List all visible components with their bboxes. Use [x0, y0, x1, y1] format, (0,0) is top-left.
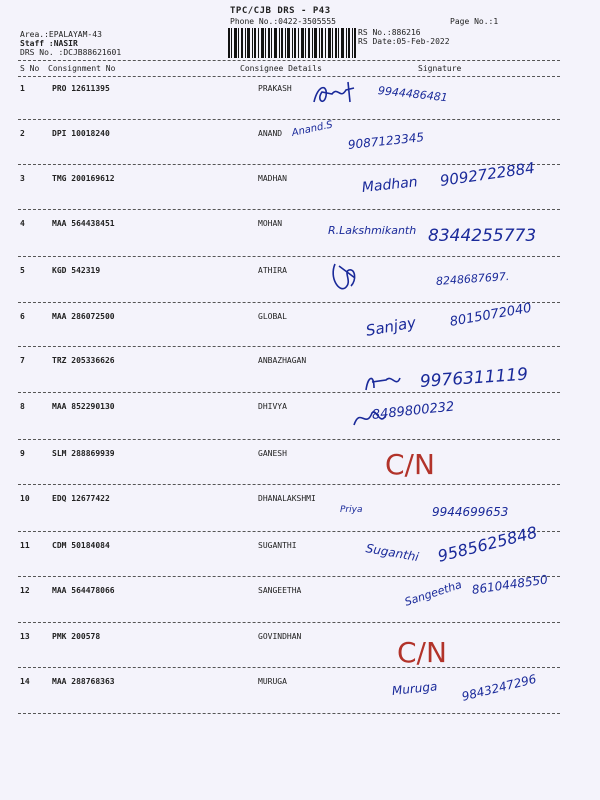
row-consignee-name: GANESH	[258, 449, 287, 458]
row-divider	[18, 302, 560, 303]
row-consignee-name: PRAKASH	[258, 84, 292, 93]
header-divider-bottom	[18, 76, 560, 77]
col-header-sno: S No	[20, 64, 40, 73]
row-serial-number: 6	[20, 312, 25, 321]
row-signature: Priya	[340, 505, 363, 515]
row-divider	[18, 256, 560, 257]
row-divider	[18, 622, 560, 623]
row-signature: C/N	[385, 448, 435, 481]
row-consignee-name: GLOBAL	[258, 312, 287, 321]
col-header-consignment: Consignment No	[48, 64, 116, 73]
header-divider-top	[18, 60, 560, 61]
row-serial-number: 8	[20, 402, 25, 411]
signature-scribble	[310, 80, 380, 110]
row-signature-phone: 9585625848	[435, 522, 540, 566]
row-serial-number: 11	[20, 541, 30, 550]
row-signature: R.Lakshmikanth	[328, 224, 417, 237]
row-consignment-number: KGD 542319	[52, 266, 101, 275]
row-signature-phone: 8489800232	[371, 399, 456, 423]
signature-scribble	[362, 370, 402, 396]
row-divider	[18, 667, 560, 668]
row-consignment-number: MAA 564438451	[52, 219, 115, 228]
row-signature-phone: 9087123345	[347, 130, 425, 152]
row-divider	[18, 531, 560, 532]
drs-number: DRS No. :DCJB88621601	[20, 48, 122, 57]
row-divider	[18, 484, 560, 485]
row-signature-phone: 8015072040	[448, 300, 533, 330]
row-signature: Muruga	[391, 679, 438, 698]
row-consignee-name: GOVINDHAN	[258, 632, 302, 641]
row-serial-number: 1	[20, 84, 25, 93]
row-signature: Anand.S	[290, 119, 334, 139]
row-consignee-name: DHANALAKSHMI	[258, 494, 316, 503]
row-serial-number: 12	[20, 586, 30, 595]
phone-number: Phone No.:0422-3505555	[230, 17, 336, 26]
col-header-consignee: Consignee Details	[240, 64, 322, 73]
row-consignment-number: PMK 200578	[52, 632, 101, 641]
staff-label: Staff :NASIR	[20, 39, 78, 48]
row-divider	[18, 713, 560, 714]
row-consignee-name: SUGANTHI	[258, 541, 297, 550]
row-consignment-number: MAA 564478066	[52, 586, 115, 595]
row-signature-phone: 8248687697.	[435, 269, 510, 288]
rs-date: RS Date:05-Feb-2022	[358, 37, 450, 46]
row-consignment-number: DPI 10018240	[52, 129, 110, 138]
area-label: Area.:EPALAYAM-43	[20, 30, 102, 39]
row-divider	[18, 164, 560, 165]
row-consignment-number: MAA 288768363	[52, 677, 115, 686]
row-serial-number: 7	[20, 356, 25, 365]
row-serial-number: 2	[20, 129, 25, 138]
signature-scribble	[325, 258, 365, 298]
row-consignment-number: SLM 288869939	[52, 449, 115, 458]
row-divider	[18, 576, 560, 577]
row-serial-number: 10	[20, 494, 30, 503]
row-divider	[18, 392, 560, 393]
row-signature-phone: 9092722884	[438, 158, 536, 190]
row-serial-number: 4	[20, 219, 25, 228]
row-serial-number: 5	[20, 266, 25, 275]
row-consignee-name: SANGEETHA	[258, 586, 302, 595]
row-signature-phone: 9843247296	[460, 671, 538, 704]
barcode	[228, 28, 356, 58]
row-consignment-number: TRZ 205336626	[52, 356, 115, 365]
row-serial-number: 14	[20, 677, 30, 686]
signature-scribble	[350, 405, 390, 431]
document-title: TPC/CJB DRS - P43	[230, 6, 331, 16]
row-signature-phone: 9944486481	[377, 84, 449, 105]
row-serial-number: 9	[20, 449, 25, 458]
row-divider	[18, 346, 560, 347]
row-signature: Suganthi	[364, 541, 420, 565]
row-serial-number: 13	[20, 632, 30, 641]
row-signature: Madhan	[361, 174, 419, 196]
row-consignment-number: MAA 286072500	[52, 312, 115, 321]
row-serial-number: 3	[20, 174, 25, 183]
row-consignee-name: MADHAN	[258, 174, 287, 183]
row-consignment-number: CDM 50184084	[52, 541, 110, 550]
row-divider	[18, 119, 560, 120]
row-divider	[18, 209, 560, 210]
row-signature: Sangeetha	[402, 578, 464, 609]
row-signature-phone: 9944699653	[432, 505, 509, 519]
row-consignment-number: PRO 12611395	[52, 84, 110, 93]
col-header-signature: Signature	[418, 64, 462, 73]
row-signature-phone: 9976311119	[419, 364, 529, 392]
row-consignment-number: EDQ 12677422	[52, 494, 110, 503]
rs-number: RS No.:886216	[358, 28, 421, 37]
row-signature: Sanjay	[364, 313, 418, 340]
row-consignment-number: MAA 852290130	[52, 402, 115, 411]
row-consignment-number: TMG 200169612	[52, 174, 115, 183]
row-signature: C/N	[397, 636, 447, 669]
row-consignee-name: ATHIRA	[258, 266, 287, 275]
page-number: Page No.:1	[450, 17, 499, 26]
row-consignee-name: ANAND	[258, 129, 283, 138]
row-consignee-name: MURUGA	[258, 677, 287, 686]
row-signature-phone: 8344255773	[428, 226, 537, 246]
row-consignee-name: DHIVYA	[258, 402, 287, 411]
row-consignee-name: MOHAN	[258, 219, 283, 228]
row-divider	[18, 439, 560, 440]
row-consignee-name: ANBAZHAGAN	[258, 356, 307, 365]
row-signature-phone: 8610448550	[471, 572, 549, 597]
